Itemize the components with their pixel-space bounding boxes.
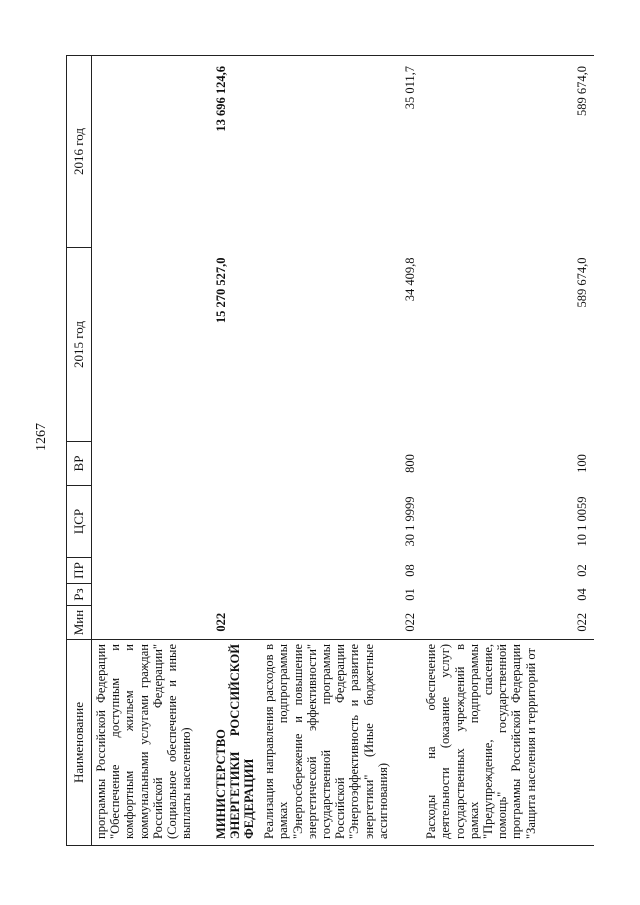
row-pr: [212, 558, 261, 584]
col-header-vr: ВР: [67, 442, 92, 486]
row-2015: 589 674,0: [574, 257, 589, 308]
row-rz: 04: [574, 588, 589, 601]
row-name: МИНИСТЕРСТВО ЭНЕРГЕТИКИ РОССИЙСКОЙ ФЕДЕРАЦИИ: [212, 640, 261, 846]
row-min: 022: [574, 612, 589, 632]
row-2016: 35 011,7: [260, 56, 422, 248]
row-min: 022: [402, 612, 417, 632]
page-number: 1267: [34, 423, 49, 451]
table-row: [92, 56, 212, 846]
row-csr: [92, 486, 212, 558]
row-2015: [92, 248, 212, 442]
row-csr: 10 1 0059: [574, 496, 589, 547]
row-2015: 34 409,8: [402, 257, 417, 302]
budget-table: [66, 55, 594, 846]
table-row: [212, 56, 261, 846]
row-pr: [92, 558, 212, 584]
col-header-csr: ЦСР: [67, 486, 92, 558]
row-vr: 100: [574, 454, 589, 473]
col-header-2016: 2016 год: [67, 56, 92, 248]
col-header-pr: ПР: [67, 558, 92, 584]
col-header-2015: 2015 год: [67, 248, 92, 442]
row-csr: [212, 486, 261, 558]
row-min: [92, 606, 212, 640]
table-row: [422, 56, 594, 846]
row-vr: [92, 442, 212, 486]
row-2016: 589 674,0: [422, 56, 594, 248]
rotated-page: [34, 56, 600, 846]
row-rz: [212, 584, 261, 606]
col-header-name: Наименование: [67, 640, 92, 846]
col-header-rz: Рз: [67, 584, 92, 606]
row-2015: 15 270 527,0: [213, 257, 228, 324]
row-vr: [212, 442, 261, 486]
row-csr: 30 1 9999: [402, 496, 417, 547]
row-2016: [92, 56, 212, 248]
table-row: [260, 56, 422, 846]
row-pr: 08: [402, 564, 417, 577]
col-header-min: Мин: [67, 606, 92, 640]
row-rz: 01: [402, 588, 417, 601]
row-vr: 800: [402, 454, 417, 473]
row-min: 022: [213, 612, 228, 632]
row-2016: 13 696 124,6: [212, 56, 261, 248]
table-header-row: [67, 56, 92, 846]
row-name: программы Российской Федерации "Обеспечение доступным и комфортным жильем и коммунальными услугами граждан Российской Федерации" (Социальное обеспечение и иные выплаты населению): [92, 640, 212, 846]
row-rz: [92, 584, 212, 606]
row-pr: 02: [574, 564, 589, 577]
row-name: Расходы на обеспечение деятельности (оказание услуг) государственных учреждений в рамках подпрограммы "Предупреждение, спасение, помощь" государственной программы Российской Федерации "Защита населения и территорий от: [422, 640, 594, 846]
row-name: Реализация направления расходов в рамках подпрограммы "Энергосбережение и повышение энергетической эффективности" государственной программы Российской Федерации "Энергоэффективность и развитие энергетики" (Иные бюджетные ассигнования): [260, 640, 422, 846]
